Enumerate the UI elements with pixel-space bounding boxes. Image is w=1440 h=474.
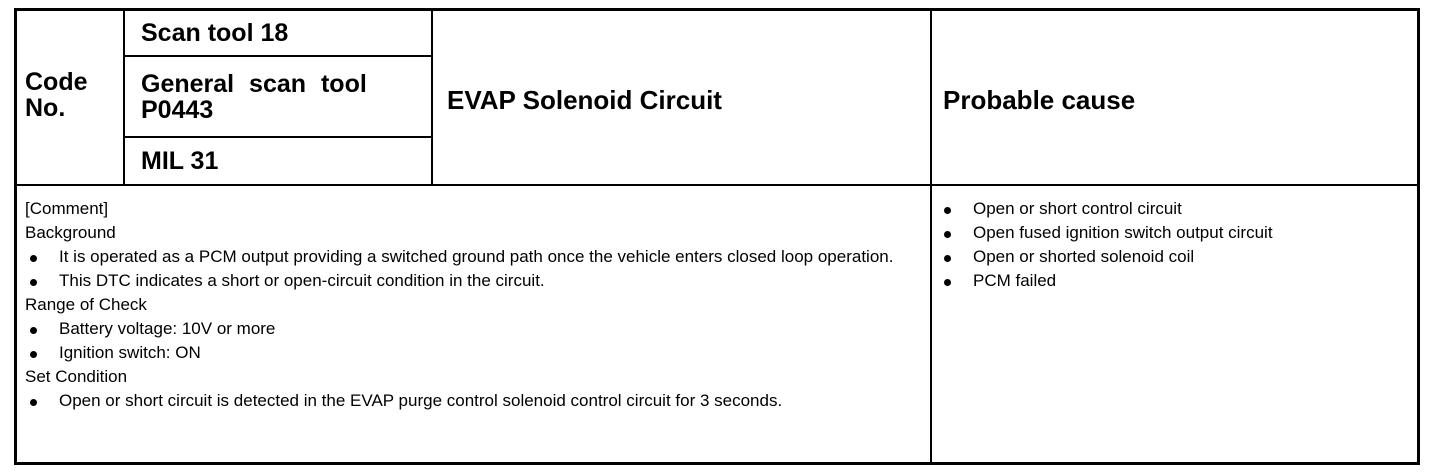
probable-cause-list [939,197,1413,293]
dtc-title: EVAP Solenoid Circuit [447,85,722,115]
col-divider-cause [930,11,932,462]
col-divider-code [123,11,125,184]
list-item: PCM failed [939,269,1413,293]
probable-cause-header: Probable cause [943,85,1136,115]
range-label: Range of Check [25,295,147,314]
comment-heading: [Comment] [25,199,109,218]
list-item: It is operated as a PCM output providing a switched ground path once the vehicle enters closed loop operation. [25,245,921,269]
list-item: Open fused ignition switch output circuit [939,221,1413,245]
comment-body [25,197,921,413]
list-item: Open or shorted solenoid coil [939,245,1413,269]
bullet-icon [944,255,951,262]
bullet-icon [30,279,37,286]
bullet-icon [30,327,37,334]
scan-row-divider-2 [123,136,433,138]
list-item: Ignition switch: ON [25,341,921,365]
scan-row-divider-1 [123,55,433,57]
bullet-icon [30,399,37,406]
bullet-icon [944,231,951,238]
scan-tool-header: Scan tool 18 [141,19,289,47]
general-scan-tool-header: General scan tool P0443 [141,70,367,124]
code-no-header: Code No. [25,68,88,122]
bullet-icon [944,279,951,286]
background-label: Background [25,223,116,242]
bullet-icon [30,255,37,262]
list-item: Open or short control circuit [939,197,1413,221]
list-item: Open or short circuit is detected in the EVAP purge control solenoid control circuit for 3 seconds. [25,389,921,413]
header-divider [17,184,1417,186]
list-item: Battery voltage: 10V or more [25,317,921,341]
mil-header: MIL 31 [141,147,219,175]
bullet-icon [30,351,37,358]
list-item: This DTC indicates a short or open-circuit condition in the circuit. [25,269,921,293]
set-condition-label: Set Condition [25,367,128,386]
dtc-table [14,8,1420,465]
bullet-icon [944,207,951,214]
col-divider-scan [431,11,433,184]
